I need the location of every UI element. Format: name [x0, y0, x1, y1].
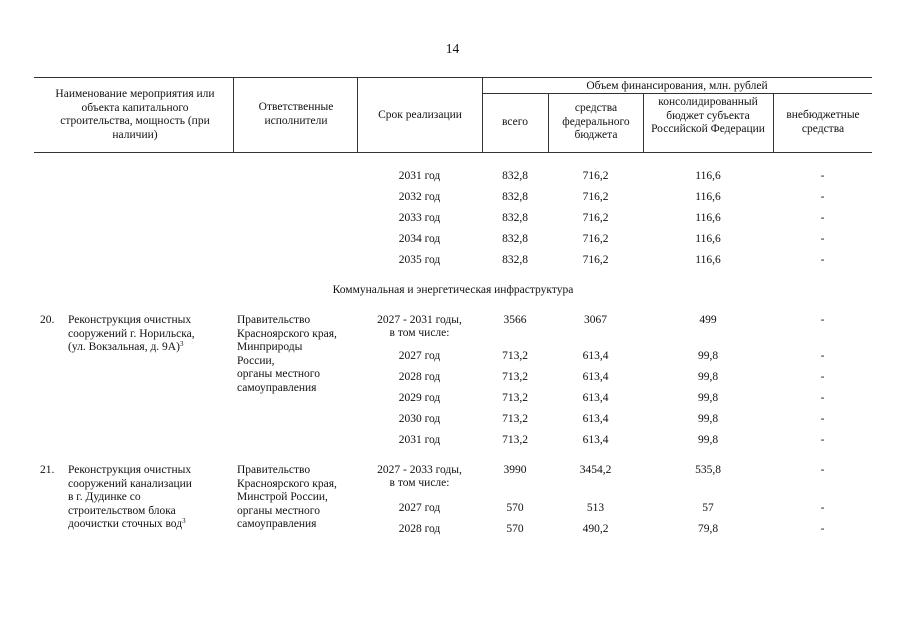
item-name-line: сооружений г. Норильска, — [68, 327, 195, 340]
executor-line: Правительство — [237, 464, 311, 476]
table-cell-term: 2027 год — [398, 350, 441, 362]
table-cell-federal: 716,2 — [582, 191, 609, 203]
table-cell-regional: 79,8 — [697, 523, 719, 535]
col-divider — [548, 93, 549, 152]
header-finance: Объем финансирования, млн. рублей — [586, 80, 768, 92]
executor-line: Минстрой России, — [237, 491, 328, 503]
item-name-line: (ул. Вокзальная, д. 9А)$^3$ — [68, 340, 184, 353]
table-cell-extra: - — [820, 212, 825, 224]
table-cell-federal: 513 — [586, 502, 605, 514]
footnote-marker: 3 — [179, 340, 184, 348]
header-name: Наименование мероприятия или объекта капитального строительства, мощность (при наличии) — [55, 88, 215, 141]
table-cell-extra: - — [820, 413, 825, 425]
table-cell-regional: 99,8 — [697, 371, 719, 383]
table-cell-federal: 716,2 — [582, 212, 609, 224]
table-cell-total: 3990 — [503, 464, 527, 476]
table-cell-extra: - — [820, 392, 825, 404]
table-cell-regional: 116,6 — [695, 170, 721, 182]
table-cell-term: 2031 год — [398, 434, 441, 446]
table-cell-regional: 99,8 — [697, 392, 719, 404]
table-cell-extra: - — [820, 191, 825, 203]
table-cell-extra: - — [820, 350, 825, 362]
item-name-line: Реконструкция очистных — [68, 464, 192, 476]
table-cell-federal: 613,4 — [582, 434, 609, 446]
table-cell-regional: 535,8 — [695, 464, 721, 476]
col-divider — [233, 77, 234, 152]
table-cell-term: 2035 год — [398, 254, 441, 266]
table-cell-regional: 99,8 — [697, 413, 719, 425]
col-divider — [643, 93, 644, 152]
table-cell-regional: 99,8 — [697, 434, 719, 446]
table-cell-total: 832,8 — [502, 170, 528, 182]
table-cell-federal: 613,4 — [582, 350, 609, 362]
table-cell-federal: 3454,2 — [579, 464, 612, 476]
table-cell-term: 2027 - 2031 годы, — [377, 314, 462, 326]
table-cell-extra: - — [820, 464, 825, 476]
table-cell-regional: 116,6 — [695, 212, 721, 224]
table-cell-term: 2033 год — [398, 212, 441, 224]
table-cell-term: 2031 год — [398, 170, 441, 182]
table-cell-extra: - — [820, 170, 825, 182]
table-cell-extra: - — [820, 523, 825, 535]
table-cell-term-note: в том числе: — [389, 327, 450, 339]
table-cell-extra: - — [820, 434, 825, 446]
table-cell-extra: - — [820, 314, 825, 326]
table-cell-total: 832,8 — [502, 212, 528, 224]
table-cell-total: 713,2 — [502, 392, 528, 404]
item-name-line: сооружений канализации — [68, 477, 192, 490]
item-name-line: строительством блока — [68, 504, 176, 517]
col-divider — [357, 77, 358, 152]
executor-line: России, — [237, 354, 275, 367]
table-cell-total: 832,8 — [502, 254, 528, 266]
table-cell-extra: - — [820, 254, 825, 266]
table-cell-total: 713,2 — [502, 350, 528, 362]
item-number: 20. — [40, 314, 55, 326]
table-cell-regional: 116,6 — [695, 233, 721, 245]
table-cell-total: 832,8 — [502, 191, 528, 203]
table-cell-federal: 490,2 — [582, 523, 609, 535]
header-executors: Ответственные исполнители — [258, 101, 334, 127]
table-cell-regional: 57 — [702, 502, 714, 514]
table-cell-term: 2034 год — [398, 233, 441, 245]
table-cell-term: 2028 год — [398, 371, 441, 383]
executor-line: Красноярского края, — [237, 327, 337, 340]
table-cell-regional: 99,8 — [697, 350, 719, 362]
header-extra: внебюджетные средства — [786, 109, 860, 135]
item-name — [68, 314, 233, 355]
table-cell-federal: 613,4 — [582, 413, 609, 425]
table-cell-federal: 613,4 — [582, 371, 609, 383]
table-cell-total: 570 — [506, 523, 524, 535]
table-cell-regional: 116,6 — [695, 191, 721, 203]
header-regional: консолидированный бюджет субъекта Российской Федерации — [651, 96, 765, 135]
table-cell-term: 2028 год — [398, 523, 441, 535]
table-cell-extra: - — [820, 371, 825, 383]
table-cell-term: 2032 год — [398, 191, 441, 203]
table-cell-term: 2027 год — [398, 502, 441, 514]
table-cell-federal: 613,4 — [582, 392, 609, 404]
item-executors — [237, 314, 359, 395]
table-cell-total: 3566 — [503, 314, 527, 326]
table-cell-total: 713,2 — [502, 434, 528, 446]
table-cell-term: 2027 - 2033 годы, — [377, 464, 462, 476]
header-federal: средства федерального бюджета — [562, 102, 630, 141]
executor-line: Правительство — [237, 314, 311, 326]
table-cell-federal: 716,2 — [582, 254, 609, 266]
table-cell-federal: 716,2 — [582, 170, 609, 182]
table-cell-term: 2030 год — [398, 413, 441, 425]
table-cell-regional: 116,6 — [695, 254, 721, 266]
table-cell-term: 2029 год — [398, 392, 441, 404]
table-cell-total: 832,8 — [502, 233, 528, 245]
table-cell-federal: 716,2 — [582, 233, 609, 245]
table-cell-term-note: в том числе: — [389, 477, 450, 489]
item-number: 21. — [40, 464, 55, 476]
footnote-marker: 3 — [182, 517, 186, 525]
header-term: Срок реализации — [378, 109, 462, 121]
table-cell-total: 713,2 — [502, 413, 528, 425]
col-divider — [773, 93, 774, 152]
executor-line: органы местного — [237, 368, 320, 380]
header-total: всего — [502, 116, 528, 128]
table-cell-federal: 3067 — [584, 314, 607, 326]
item-executors — [237, 464, 359, 532]
item-name-line: в г. Дудинке со — [68, 491, 141, 503]
executor-line: самоуправления — [237, 518, 317, 530]
section-heading: Коммунальная и энергетическая инфраструктура — [332, 284, 574, 296]
table-top-rule — [34, 77, 872, 78]
executor-line: Минприроды — [237, 341, 303, 353]
item-name-line: Реконструкция очистных — [68, 314, 192, 326]
executor-line: Красноярского края, — [237, 477, 337, 490]
table-cell-extra: - — [820, 233, 825, 245]
item-name — [68, 464, 233, 532]
table-cell-regional: 499 — [699, 314, 717, 326]
executor-line: органы местного — [237, 504, 320, 517]
executor-line: самоуправления — [237, 381, 317, 394]
table-cell-total: 570 — [506, 502, 524, 514]
table-header-bottom-rule — [34, 152, 872, 153]
table-cell-extra: - — [820, 502, 825, 514]
table-cell-total: 713,2 — [502, 371, 528, 383]
item-name-line: доочистки сточных вод$^3$ — [68, 517, 186, 530]
page-number: 14 — [445, 41, 460, 56]
